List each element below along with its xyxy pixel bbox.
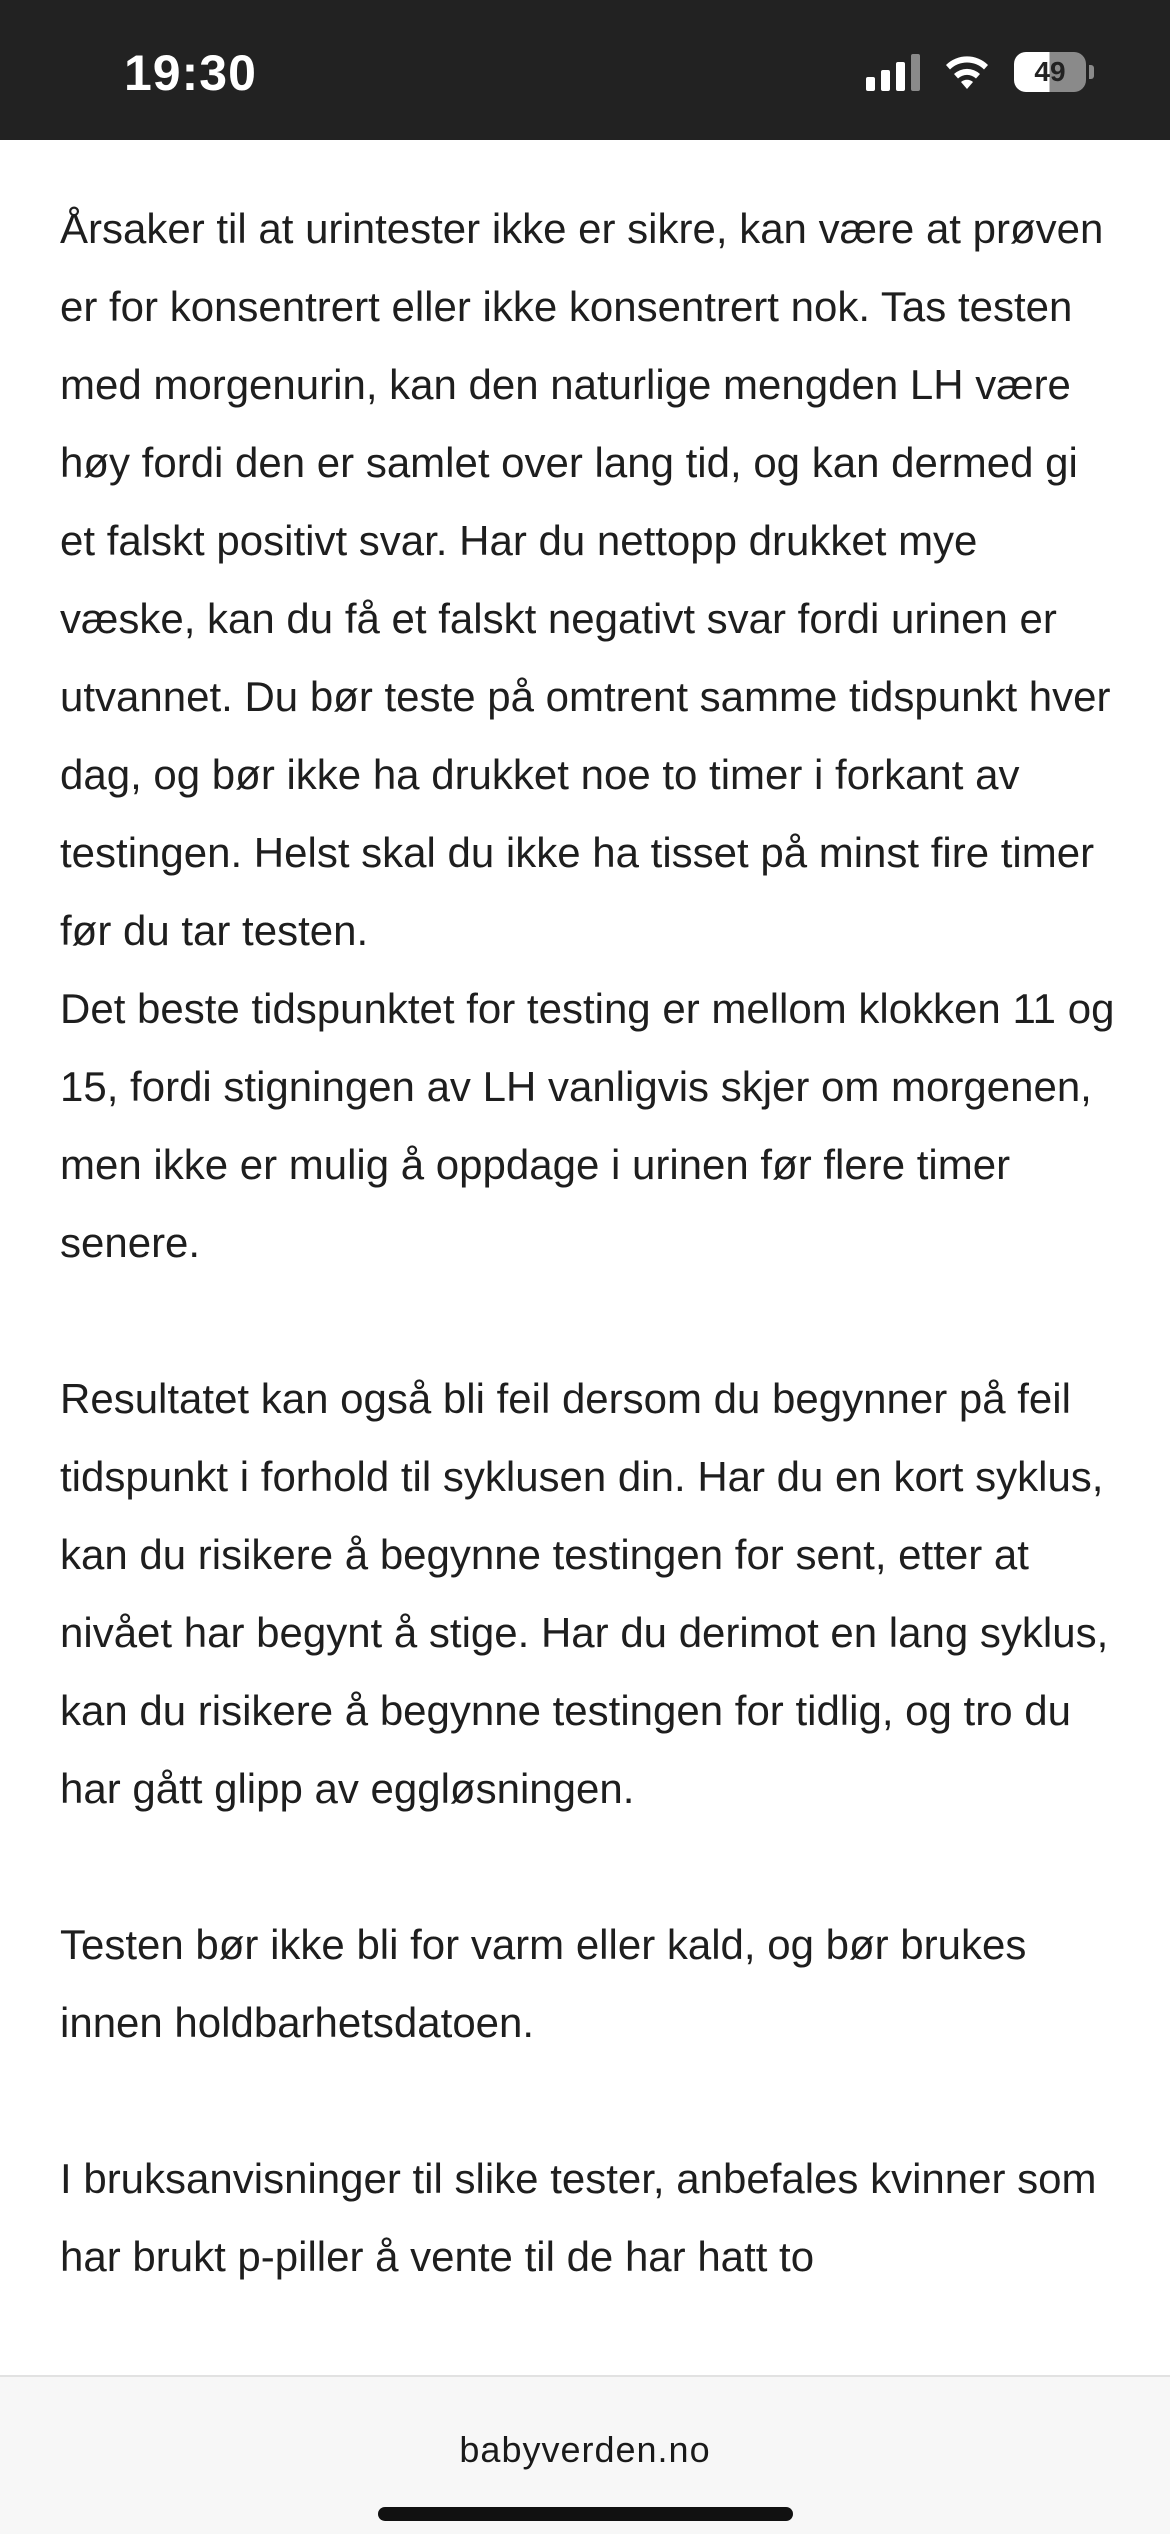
article-paragraph: Resultatet kan også bli feil dersom du begynner på feil tidspunkt i forhold til syklusen din. Har du en kort syklus, kan du risikere å begynne testingen for sent, etter at nivået har begynt å stige. Har du derimot en lang syklus, kan du risikere å begynne testingen for tidlig, og tro du har gått glipp av eggløsningen.: [60, 1375, 1109, 1812]
battery-level: 49: [1014, 52, 1086, 92]
paragraph-spacer: [60, 1828, 1120, 1906]
status-bar: [0, 0, 1170, 140]
status-time: 19:30: [124, 45, 257, 101]
article-paragraph: I bruksanvisninger til slike tester, anbefales kvinner som har brukt p-piller å vente til de har hatt to: [60, 2155, 1097, 2280]
article-paragraph: Årsaker til at urintester ikke er sikre, kan være at prøven er for konsentrert eller ikke konsentrert nok. Tas testen med morgenurin, kan den naturlige mengden LH være høy fordi den er samlet over lang tid, og kan dermed gi et falskt positivt svar. Har du nettopp drukket mye væske, kan du få et falskt negativt svar fordi urinen er utvannet. Du bør teste på omtrent samme tidspunkt hver dag, og bør ikke ha drukket noe to timer i forkant av testingen. Helst skal du ikke ha tisset på minst fire timer før du tar testen.: [60, 205, 1111, 954]
paragraph-spacer: [60, 1282, 1120, 1360]
article-paragraph: Det beste tidspunktet for testing er mellom klokken 11 og 15, fordi stigningen av LH vanligvis skjer om morgenen, men ikke er mulig å oppdage i urinen før flere timer senere.: [60, 985, 1115, 1266]
article-paragraph: Testen bør ikke bli for varm eller kald, og bør brukes innen holdbarhetsdatoen.: [60, 1921, 1027, 2046]
article-body: [60, 190, 1120, 2296]
status-icons: [866, 52, 1094, 92]
wifi-icon: [942, 53, 992, 91]
cellular-signal-icon: [866, 53, 920, 91]
paragraph-spacer: [60, 2062, 1120, 2140]
browser-bottom-bar: [0, 2375, 1170, 2534]
battery-icon: [1014, 52, 1094, 92]
battery-tip: [1089, 65, 1094, 79]
address-bar[interactable]: babyverden.no: [459, 2429, 711, 2470]
home-indicator[interactable]: [378, 2507, 793, 2521]
